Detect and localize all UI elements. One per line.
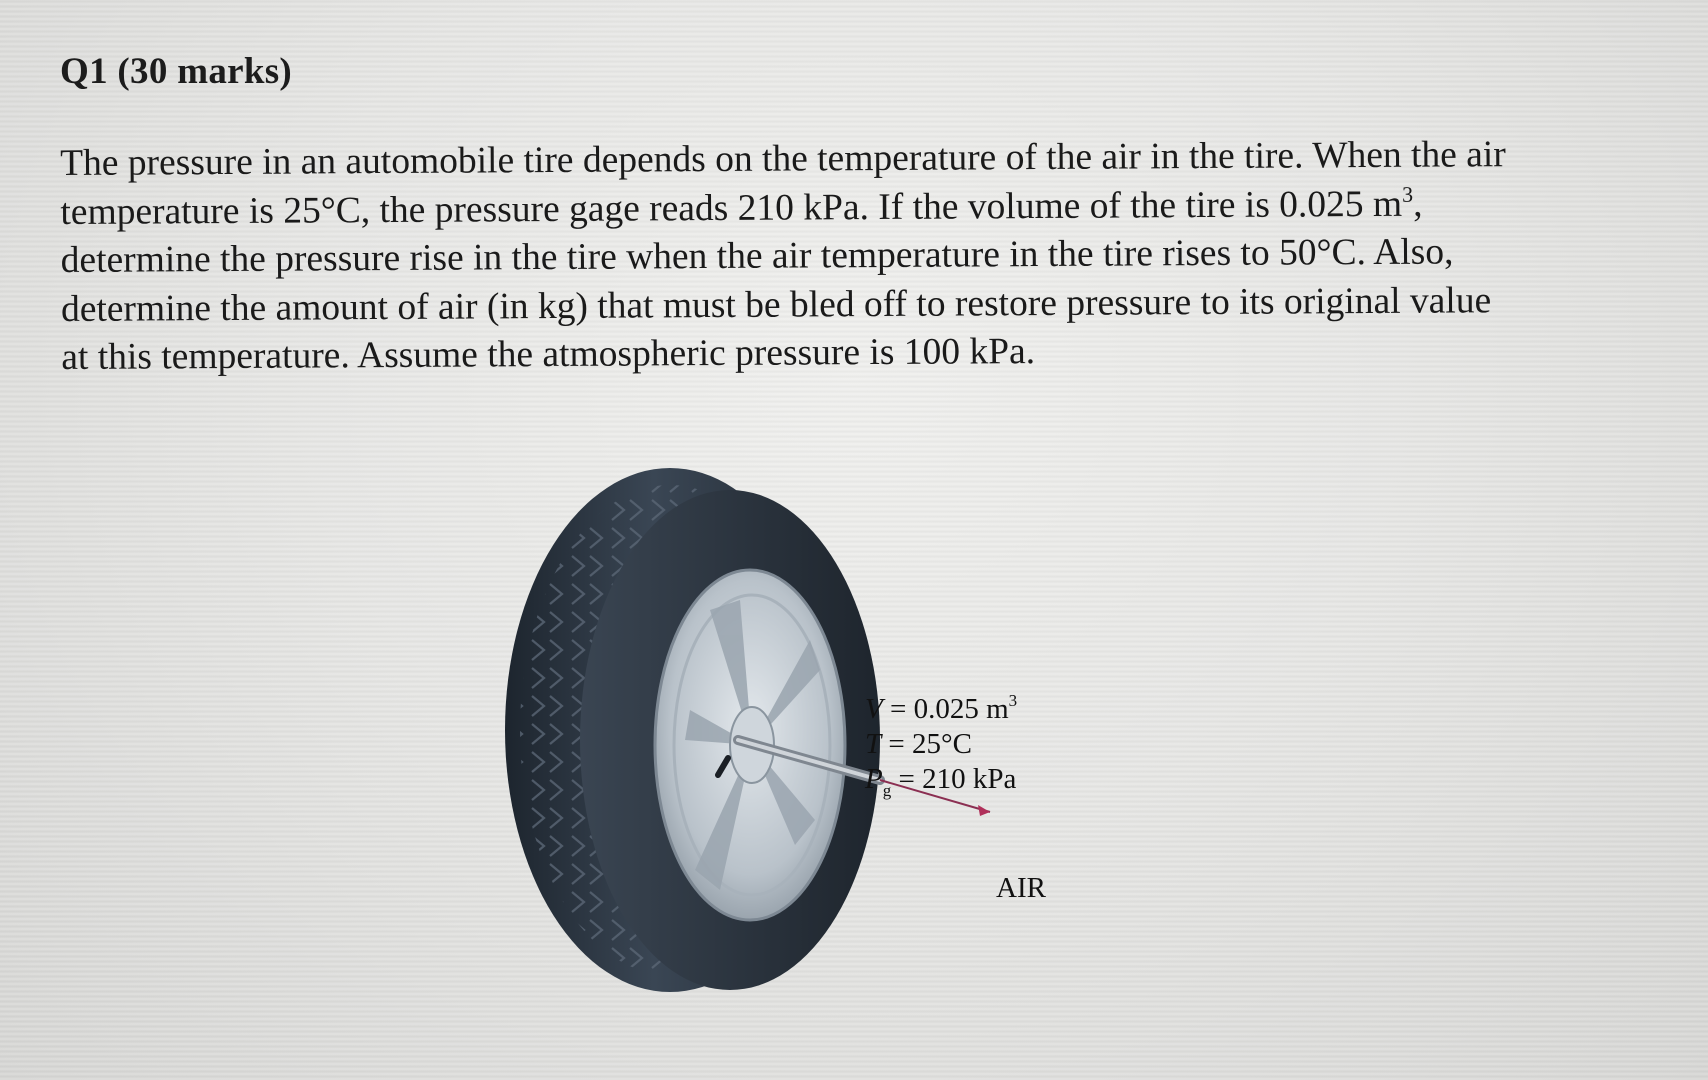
question-line-4: determine the amount of air (in kg) that must be bled off to restore pressure to its original value (60, 279, 1492, 330)
tire-illustration (490, 440, 1190, 1020)
question-line-2-suffix: , (1413, 183, 1423, 225)
temperature-value: = 25°C (881, 728, 972, 760)
pressure-value: = 210 kPa (891, 763, 1017, 795)
volume-symbol: V (865, 693, 883, 725)
temperature-symbol: T (865, 728, 882, 760)
question-line-2-text: temperature is 25°C, the pressure gage reads 210 kPa. If the volume of the tire is 0.025 m (60, 183, 1403, 233)
question-text (60, 130, 1661, 382)
question-line-5: at this temperature. Assume the atmospheric pressure is 100 kPa. (61, 331, 1036, 378)
pressure-subscript: g (882, 781, 892, 800)
pressure-symbol: P (865, 763, 883, 795)
pressure-label (865, 763, 1017, 800)
air-label: AIR (996, 872, 1046, 904)
question-heading: Q1 (30 marks) (60, 51, 293, 92)
temperature-label (865, 730, 972, 759)
question-line-3: determine the pressure rise in the tire when the air temperature in the tire rises to 50°C. Also, (60, 231, 1454, 281)
volume-value: = 0.025 m (882, 693, 1009, 725)
volume-exponent: 3 (1008, 691, 1018, 710)
cubic-exponent: 3 (1402, 181, 1414, 207)
volume-label (865, 691, 1018, 725)
tire-figure (490, 440, 1190, 1020)
question-line-1: The pressure in an automobile tire depends on the temperature of the air in the tire. When the air (60, 134, 1506, 184)
